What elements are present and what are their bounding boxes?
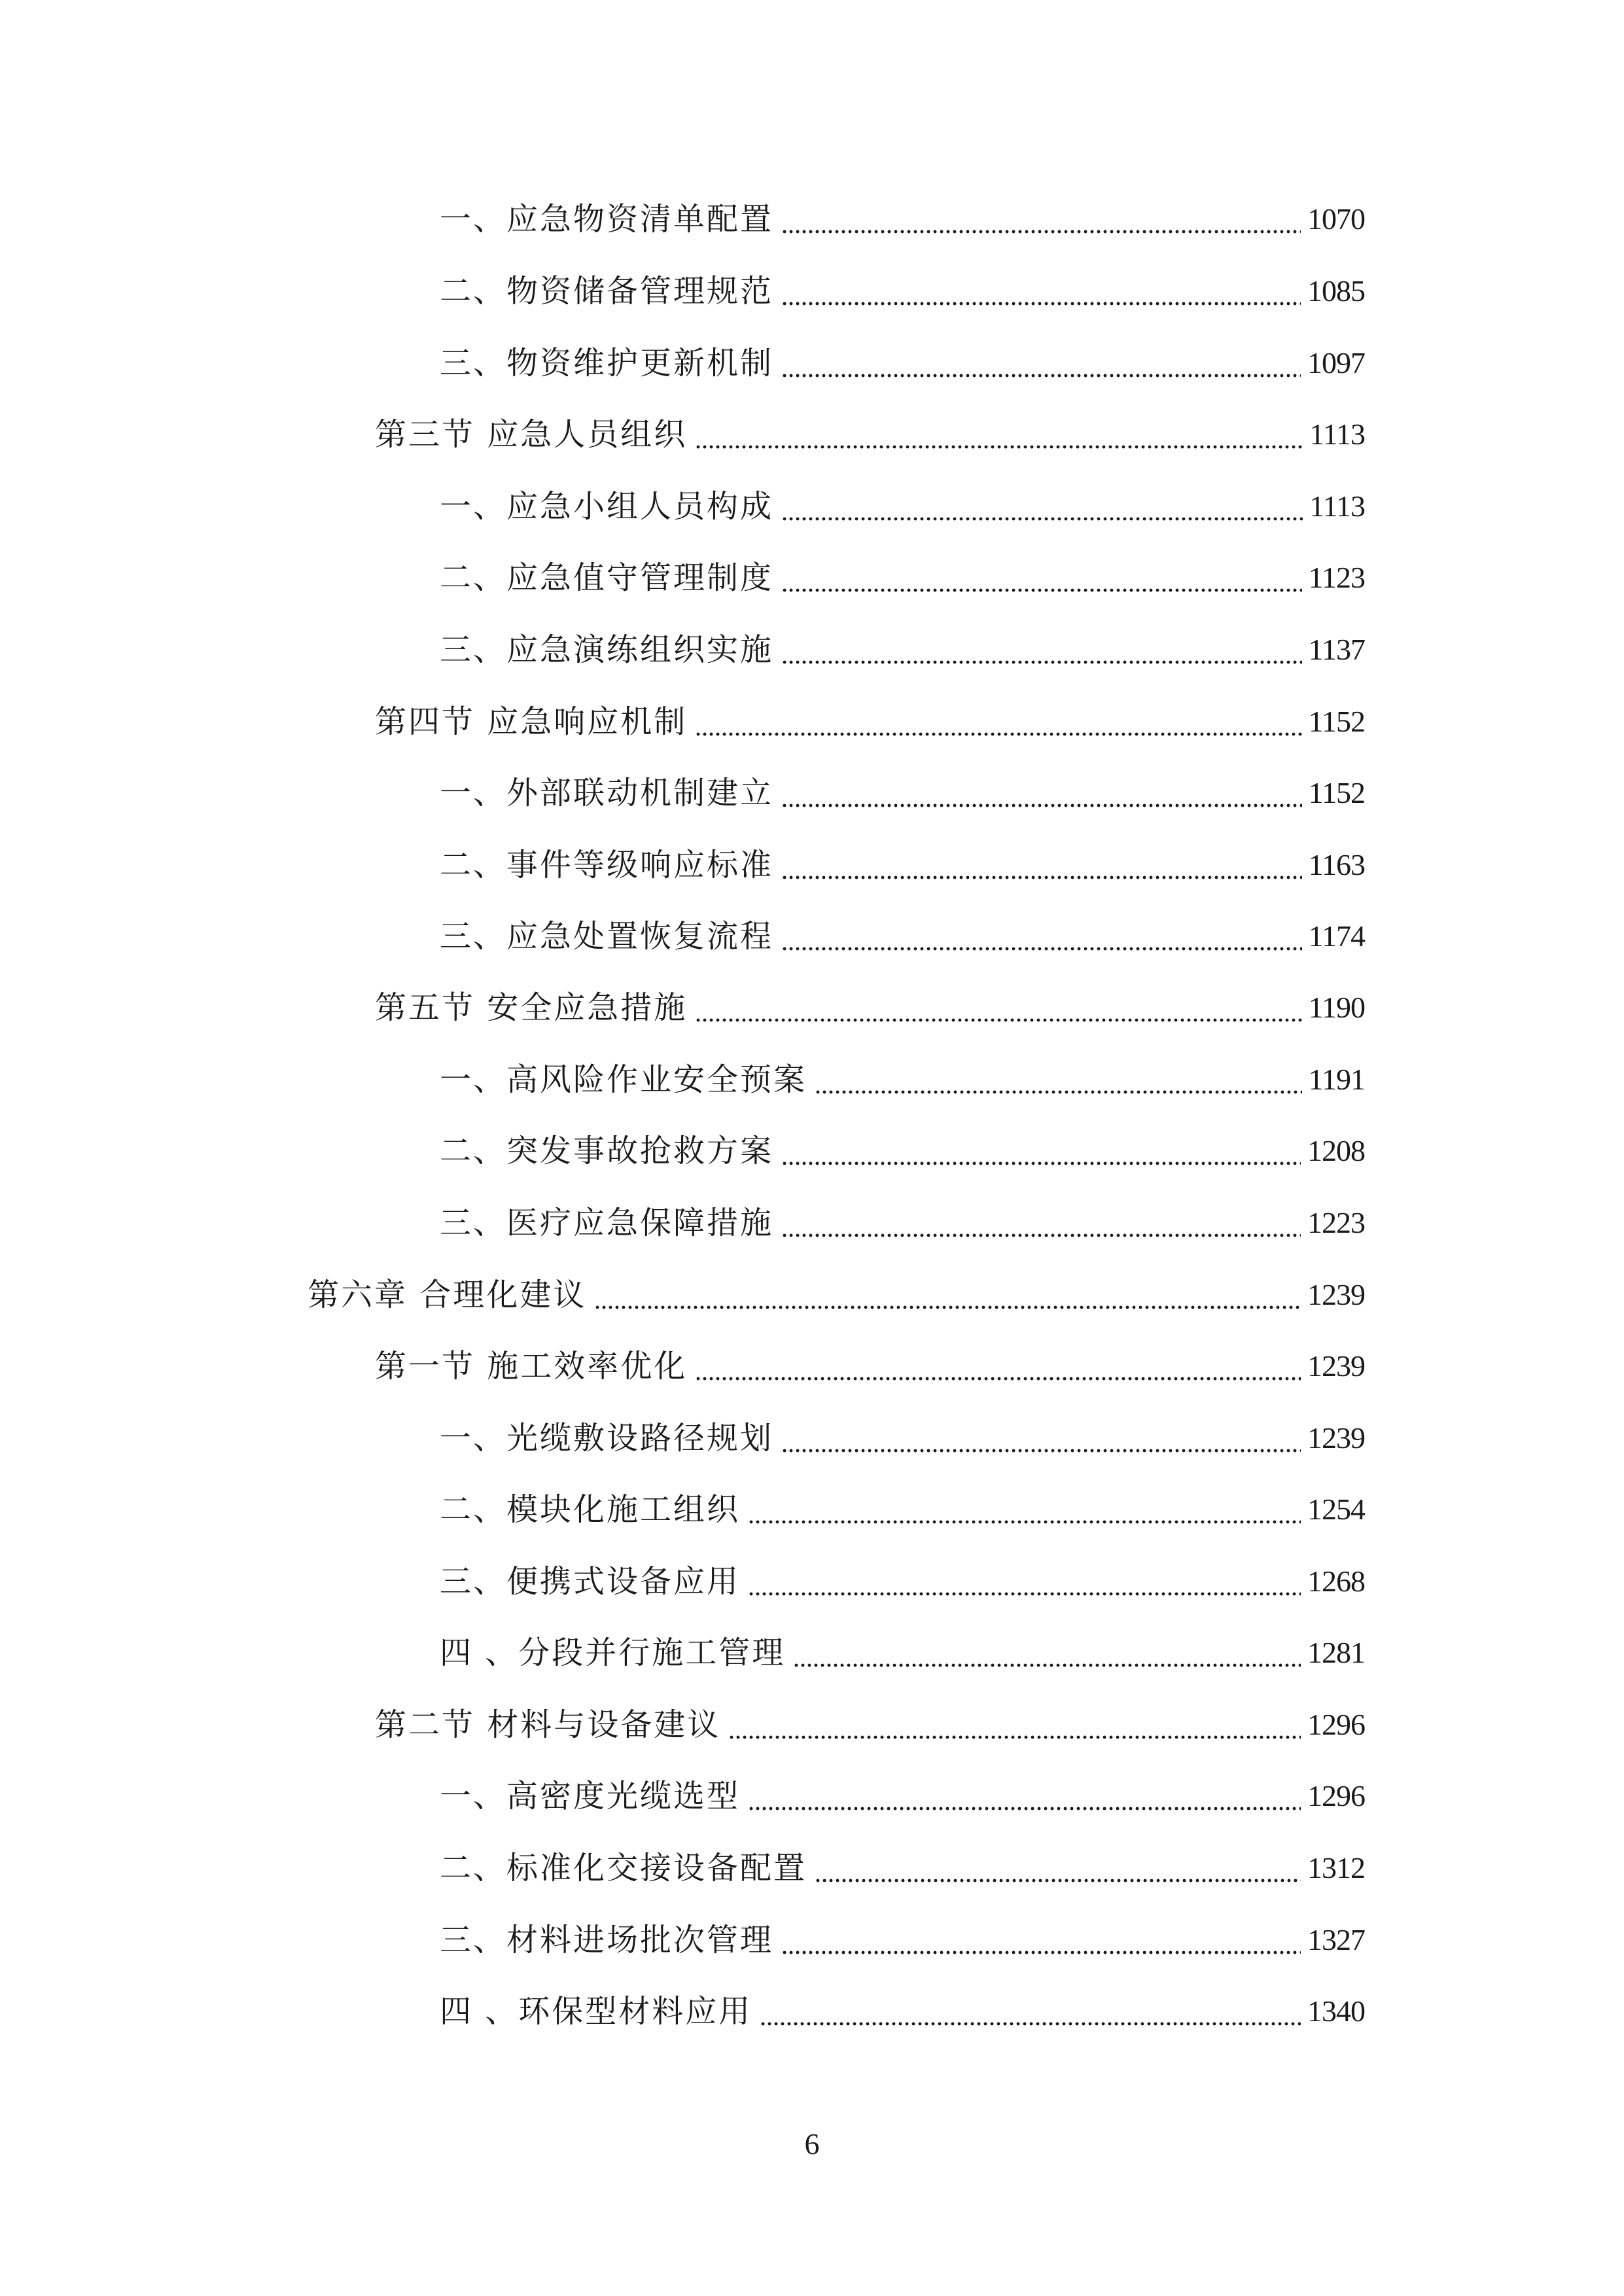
dot-leader — [781, 804, 1302, 807]
toc-entry[interactable] — [375, 1699, 1365, 1751]
toc-entry-page: 1113 — [1309, 417, 1365, 451]
toc-entry-page: 1113 — [1309, 489, 1365, 523]
toc-entry-page: 1281 — [1307, 1636, 1365, 1669]
toc-entry-title: 一、高密度光缆选型 — [440, 1778, 741, 1814]
toc-entry[interactable] — [440, 1483, 1365, 1536]
toc-entry-title: 二、突发事故抢救方案 — [440, 1133, 774, 1169]
toc-entry-page: 1239 — [1307, 1278, 1365, 1311]
toc-entry-page: 1254 — [1307, 1492, 1365, 1526]
toc-entry[interactable] — [375, 408, 1365, 461]
toc-entry-title: 第三节 应急人员组织 — [375, 416, 688, 453]
dot-leader — [594, 1305, 1301, 1309]
toc-entry-title: 第四节 应急响应机制 — [375, 703, 688, 740]
dot-leader — [781, 588, 1302, 592]
toc-entry-title: 一、高风险作业安全预案 — [440, 1061, 807, 1098]
toc-entry-title: 三、医疗应急保障措施 — [440, 1205, 774, 1241]
toc-entry-title: 一、光缆敷设路径规划 — [440, 1420, 774, 1457]
toc-entry-title: 二、物资储备管理规范 — [440, 273, 774, 309]
toc-entry-title: 二、事件等级响应标准 — [440, 847, 774, 883]
toc-entry-page: 1190 — [1308, 991, 1365, 1024]
toc-entry-page: 1152 — [1308, 705, 1365, 738]
toc-entry-page: 1174 — [1308, 919, 1365, 953]
dot-leader — [815, 1879, 1301, 1882]
toc-entry[interactable] — [440, 480, 1365, 533]
toc-entry[interactable] — [440, 265, 1365, 317]
toc-entry[interactable] — [440, 552, 1365, 604]
dot-leader — [695, 1018, 1301, 1022]
toc-entry-page: 1312 — [1307, 1851, 1365, 1884]
toc-entry[interactable] — [440, 1412, 1365, 1464]
toc-entry-title: 二、标准化交接设备配置 — [440, 1850, 807, 1886]
dot-leader — [781, 374, 1301, 378]
dot-leader — [781, 875, 1302, 879]
toc-entry[interactable] — [440, 767, 1365, 819]
dot-leader — [781, 230, 1301, 234]
toc-entry-title: 二、应急值守管理制度 — [440, 559, 774, 596]
toc-entry[interactable] — [440, 1770, 1365, 1822]
toc-entry-page: 1296 — [1307, 1708, 1365, 1741]
dot-leader — [781, 1951, 1301, 1954]
page-number: 6 — [804, 2127, 820, 2161]
toc-entry-page: 1163 — [1308, 848, 1365, 881]
toc-entry[interactable] — [440, 1555, 1365, 1608]
toc-entry-page: 1097 — [1307, 346, 1365, 380]
toc-entry[interactable] — [440, 1627, 1365, 1679]
dot-leader — [695, 1377, 1301, 1381]
toc-entry[interactable] — [440, 1125, 1365, 1177]
toc-entry[interactable] — [440, 624, 1365, 676]
toc-entry-title: 第五节 安全应急措施 — [375, 989, 688, 1026]
toc-entry-title: 第六章 合理化建议 — [308, 1277, 587, 1313]
toc-entry-page: 1137 — [1308, 633, 1365, 666]
dot-leader — [781, 1233, 1301, 1237]
toc-entry-title: 三、应急演练组织实施 — [440, 631, 774, 668]
toc-entry[interactable] — [440, 839, 1365, 891]
toc-entry-page: 1208 — [1307, 1134, 1365, 1167]
toc-entry[interactable] — [308, 1269, 1365, 1321]
toc-entry-title: 第二节 材料与设备建议 — [375, 1706, 721, 1743]
dot-leader — [793, 1663, 1301, 1667]
toc-entry-page: 1239 — [1307, 1421, 1365, 1455]
toc-entry-page: 1268 — [1307, 1564, 1365, 1598]
toc-entry[interactable] — [375, 1340, 1365, 1392]
toc-entry-title: 第一节 施工效率优化 — [375, 1348, 688, 1385]
toc-entry[interactable] — [440, 193, 1365, 245]
dot-leader — [781, 660, 1302, 664]
toc-entry-title: 三、便携式设备应用 — [440, 1563, 741, 1600]
dot-leader — [781, 1449, 1301, 1453]
toc-entry-title: 三、应急处置恢复流程 — [440, 918, 774, 955]
toc-entry-title: 一、应急小组人员构成 — [440, 488, 774, 525]
dot-leader — [748, 1592, 1301, 1596]
dot-leader — [781, 947, 1302, 951]
toc-entry-title: 二、模块化施工组织 — [440, 1491, 741, 1528]
toc-entry-title: 一、外部联动机制建立 — [440, 775, 774, 811]
dot-leader — [695, 445, 1303, 449]
toc-entry-page: 1239 — [1307, 1349, 1365, 1383]
toc-entry[interactable] — [440, 1197, 1365, 1249]
dot-leader — [815, 1090, 1302, 1094]
dot-leader — [728, 1735, 1301, 1739]
toc-entry-page: 1085 — [1307, 274, 1365, 308]
toc-entry[interactable] — [440, 910, 1365, 963]
toc-entry-page: 1327 — [1307, 1923, 1365, 1956]
toc-entry-page: 1296 — [1307, 1779, 1365, 1812]
toc-entry[interactable] — [440, 1842, 1365, 1894]
toc-entry-page: 1191 — [1308, 1063, 1365, 1096]
toc-entry[interactable] — [440, 337, 1365, 389]
dot-leader — [781, 302, 1301, 306]
toc-entry[interactable] — [440, 1985, 1365, 2038]
dot-leader — [748, 1807, 1301, 1810]
dot-leader — [748, 1520, 1301, 1524]
toc-entry-title: 四 、环保型材料应用 — [440, 1993, 752, 2030]
dot-leader — [781, 517, 1303, 521]
toc-entry-title: 一、应急物资清单配置 — [440, 201, 774, 238]
toc-entry[interactable] — [375, 981, 1365, 1034]
toc-entry-page: 1223 — [1307, 1206, 1365, 1239]
dot-leader — [760, 2022, 1301, 2026]
dot-leader — [695, 732, 1301, 736]
toc-entry-page: 1123 — [1308, 561, 1365, 594]
toc-entry-page: 1340 — [1307, 1994, 1365, 2028]
toc-entry[interactable] — [440, 1053, 1365, 1106]
toc-entry[interactable] — [375, 696, 1365, 748]
toc-entry-title: 三、材料进场批次管理 — [440, 1922, 774, 1958]
toc-entry[interactable] — [440, 1914, 1365, 1966]
dot-leader — [781, 1161, 1301, 1165]
toc-entry-page: 1152 — [1308, 776, 1365, 809]
toc-entry-page: 1070 — [1307, 202, 1365, 236]
toc-entry-title: 四 、分段并行施工管理 — [440, 1634, 786, 1671]
toc-entry-title: 三、物资维护更新机制 — [440, 345, 774, 381]
